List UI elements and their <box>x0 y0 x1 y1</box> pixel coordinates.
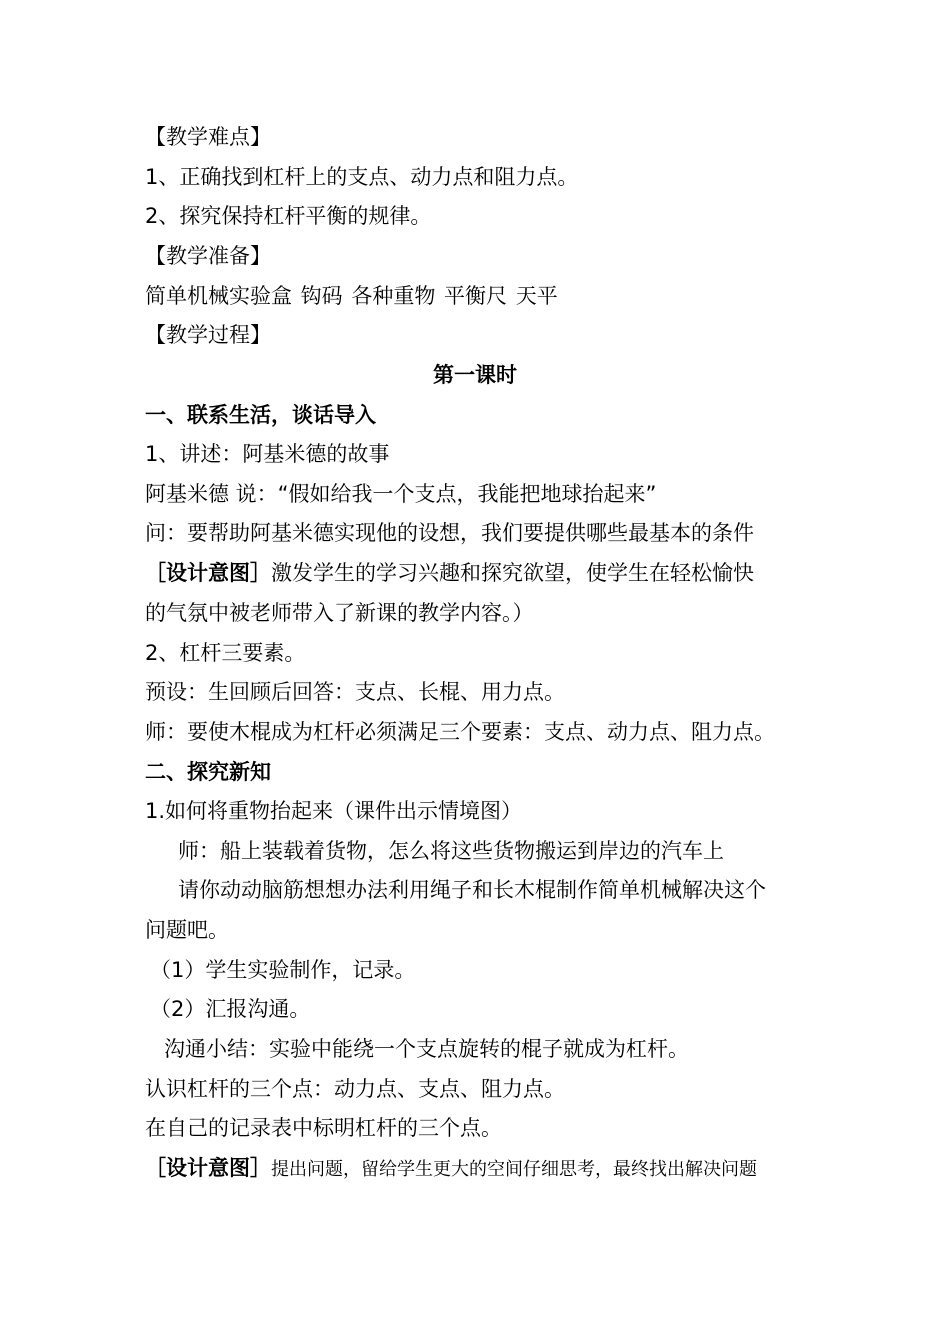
s2-summary: 沟通小结：实验中能绕一个支点旋转的棍子就成为杠杆。 <box>164 1037 689 1061</box>
prep-items: 简单机械实验盒 钩码 各种重物 平衡尺 天平 <box>145 284 558 308</box>
difficulty-item-1: 1、正确找到杠杆上的支点、动力点和阻力点。 <box>145 165 579 189</box>
s2-record: 在自己的记录表中标明杠杆的三个点。 <box>145 1116 502 1140</box>
s2-step2: （2）汇报沟通。 <box>150 997 311 1021</box>
design-intent-1 <box>145 560 754 586</box>
s1-item2: 2、杠杆三要素。 <box>145 641 306 665</box>
difficulty-item-2: 2、探究保持杠杆平衡的规律。 <box>145 204 432 228</box>
lesson-title: 第一课时 <box>433 363 517 387</box>
s1-item1: 1、讲述：阿基米德的故事 <box>145 442 390 466</box>
s2-step1: （1）学生实验制作，记录。 <box>150 958 416 982</box>
s2-prompt: 请你动动脑筋想想办法利用绳子和长木棍制作简单机械解决这个 <box>178 878 766 902</box>
design-intent-2 <box>145 1155 757 1183</box>
s2-teacher: 师：船上装载着货物，怎么将这些货物搬运到岸边的汽车上 <box>178 839 724 863</box>
prep-heading: 【教学准备】 <box>145 244 271 268</box>
s1-question: 问：要帮助阿基米德实现他的设想，我们要提供哪些最基本的条件 <box>145 521 754 545</box>
s1-preset: 预设：生回顾后回答：支点、长棍、用力点。 <box>145 680 565 704</box>
design-intent-text: 激发学生的学习兴趣和探究欲望，使学生在轻松愉快 <box>271 561 754 585</box>
s2-item1: 1.如何将重物抬起来（课件出示情境图） <box>145 799 523 823</box>
section2-title: 二、探究新知 <box>145 760 271 784</box>
s1-quote: 阿基米德 说：“假如给我一个支点，我能把地球抬起来” <box>145 482 657 506</box>
difficulty-heading: 【教学难点】 <box>145 125 271 149</box>
s2-points: 认识杠杆的三个点：动力点、支点、阻力点。 <box>145 1077 565 1101</box>
design-intent-label: ［设计意图］ <box>145 1156 271 1180</box>
s1-teacher: 师：要使木棍成为杠杆必须满足三个要素：支点、动力点、阻力点。 <box>145 720 775 744</box>
section1-title: 一、联系生活，谈话导入 <box>145 403 376 427</box>
s2-prompt-cont: 问题吧。 <box>145 918 229 942</box>
design-intent-label: ［设计意图］ <box>145 561 271 585</box>
design-intent-text: 提出问题，留给学生更大的空间仔细思考，最终找出解决问题 <box>271 1159 757 1180</box>
design-intent-1-cont: 的气氛中被老师带入了新课的教学内容。） <box>145 601 534 625</box>
process-heading: 【教学过程】 <box>145 323 271 347</box>
